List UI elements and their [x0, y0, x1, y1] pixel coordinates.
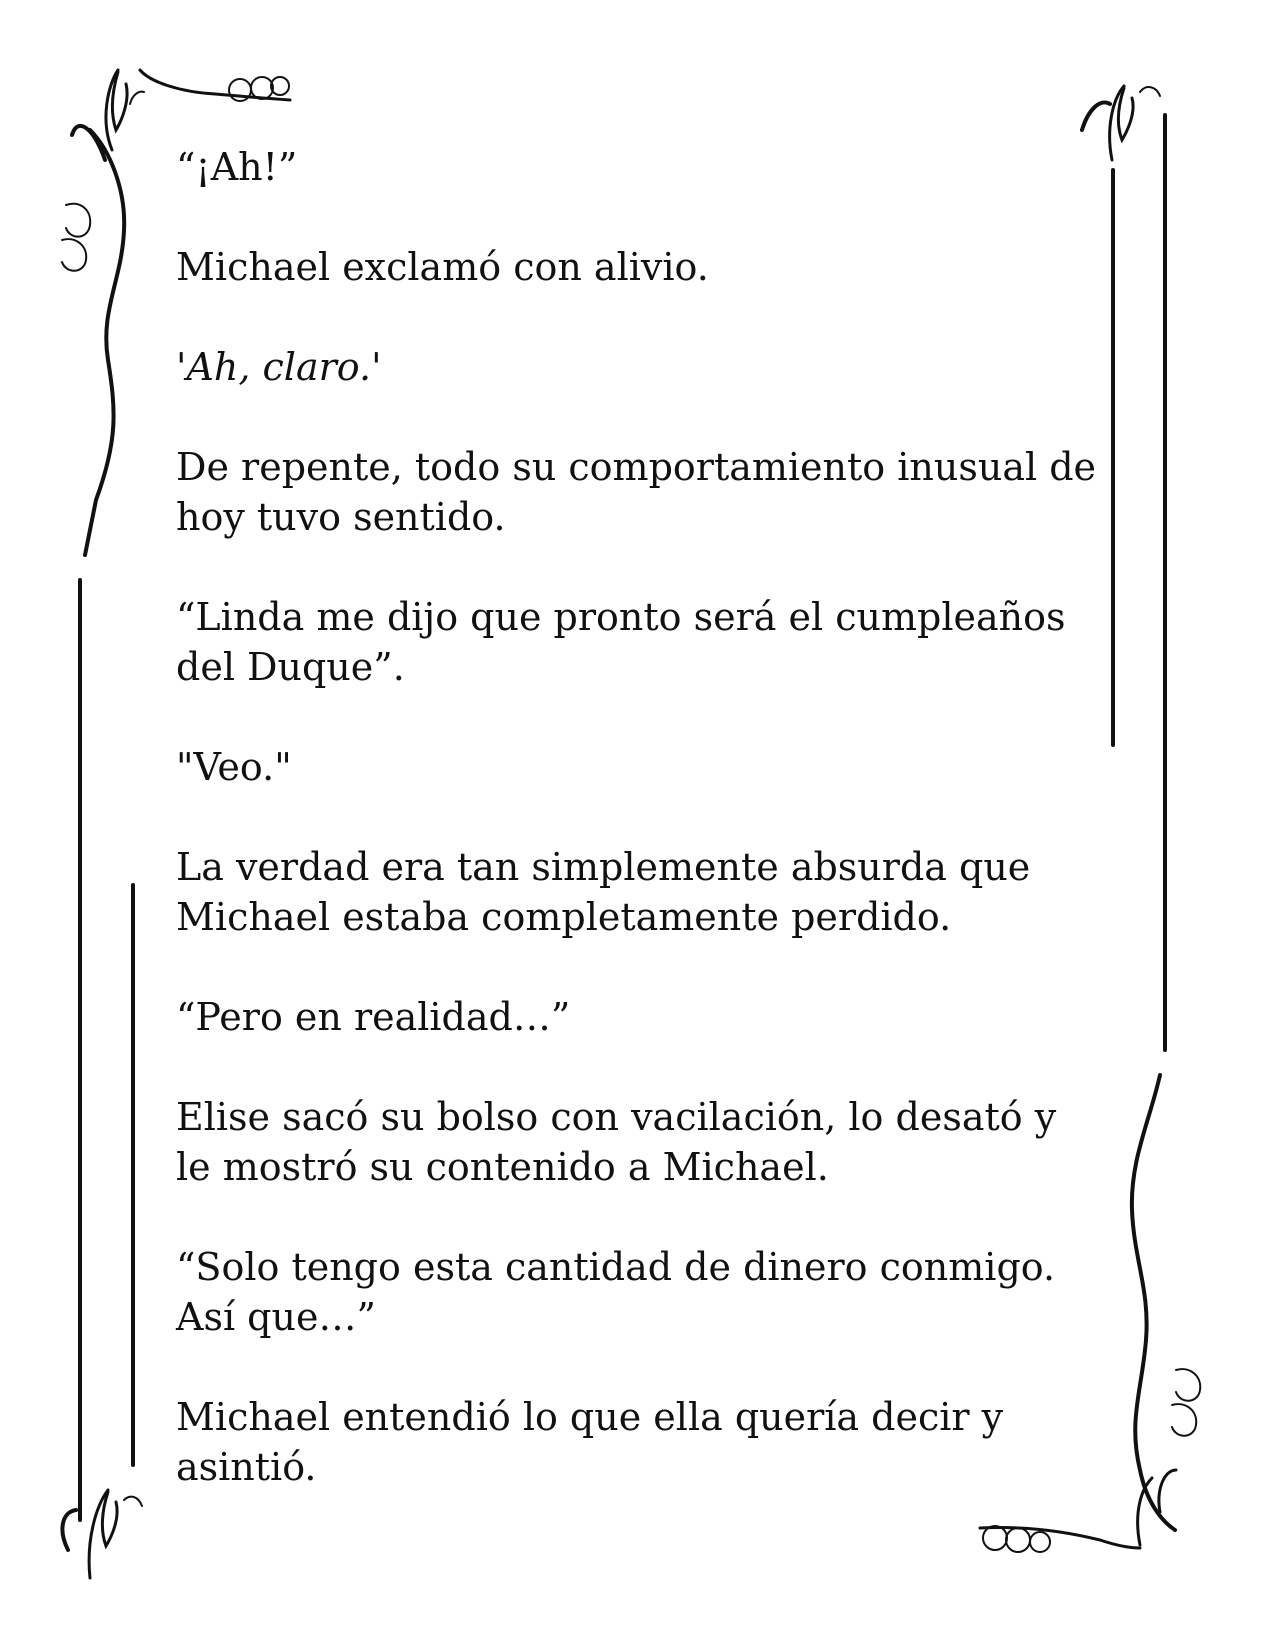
paragraph: “Linda me dijo que pronto será el cumpleaños del Duque”.	[176, 595, 1066, 689]
paragraph: “¡Ah!”	[176, 145, 298, 189]
paragraph: “Pero en realidad…”	[176, 995, 571, 1039]
paragraph: De repente, todo su comportamiento inusual de hoy tuvo sentido.	[176, 445, 1097, 539]
paragraph: "Veo."	[176, 745, 292, 789]
bottom-left-flourish	[62, 1490, 142, 1578]
paragraph: Michael entendió lo que ella quería decir y asintió.	[176, 1395, 1004, 1489]
paragraph-italic: 'Ah, claro.'	[176, 345, 382, 389]
paragraph: Elise sacó su bolso con vacilación, lo desató y le mostró su contenido a Michael.	[176, 1095, 1057, 1189]
paragraph: La verdad era tan simplemente absurda que Michael estaba completamente perdido.	[176, 845, 1031, 939]
page-text	[176, 142, 1096, 1542]
paragraph: Michael exclamó con alivio.	[176, 245, 709, 289]
paragraph: “Solo tengo esta cantidad de dinero conmigo. Así que…”	[176, 1245, 1056, 1339]
